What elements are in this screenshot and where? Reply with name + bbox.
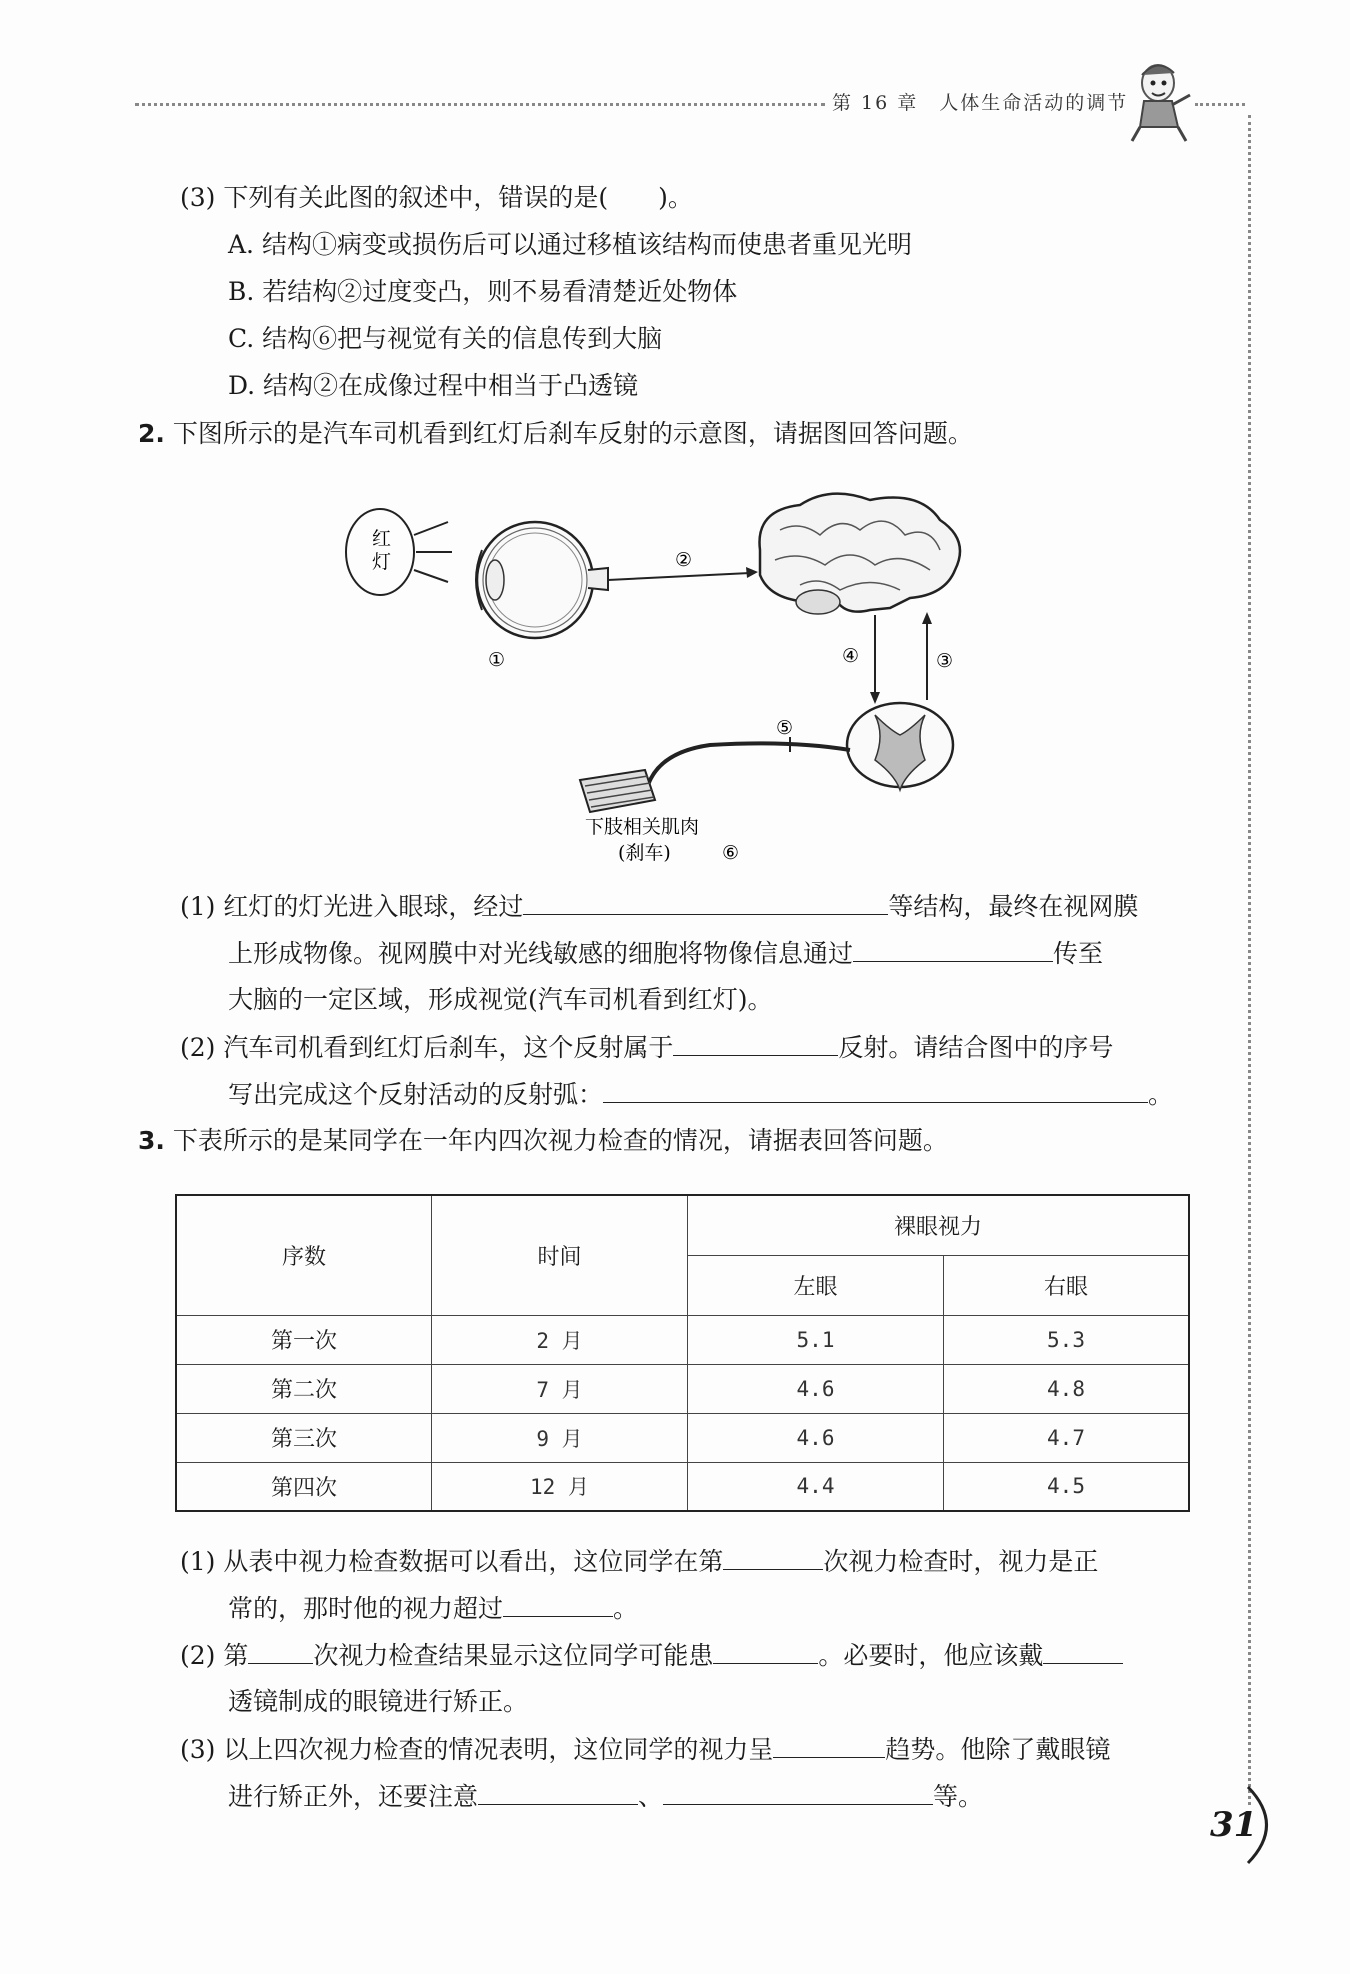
cell-left: 4.6	[688, 1413, 944, 1462]
table-row	[176, 1315, 1189, 1364]
col-header-right: 右眼	[944, 1255, 1190, 1315]
cell-seq: 第二次	[176, 1364, 432, 1413]
cell-left: 4.4	[688, 1462, 944, 1511]
q2-p2-text-c: 写出完成这个反射活动的反射弧：	[228, 1080, 604, 1109]
q3-p2-blank-3[interactable]	[1043, 1639, 1123, 1664]
mascot-icon	[1120, 55, 1200, 145]
red-light	[346, 509, 452, 595]
page-number: 31	[1210, 1805, 1258, 1845]
q2-p2-blank-2[interactable]	[603, 1078, 1148, 1103]
q2-part1-line3: 大脑的一定区域，形成视觉(汽车司机看到红灯)。	[228, 985, 773, 1014]
q3-p2-blank-2[interactable]	[713, 1639, 818, 1664]
q2-heading	[138, 418, 973, 450]
cell-time: 2 月	[432, 1315, 688, 1364]
q3-p3-blank-2[interactable]	[478, 1780, 638, 1805]
q3-p1-text-a: (1) 从表中视力检查数据可以看出，这位同学在第	[180, 1547, 724, 1576]
side-dotted-rule	[1248, 115, 1251, 1805]
q3-part1-line2	[228, 1592, 638, 1625]
table-row	[176, 1413, 1189, 1462]
cell-time: 12 月	[432, 1462, 688, 1511]
q3-p1-text-b: 次视力检查时，视力是正	[823, 1547, 1099, 1576]
cell-seq: 第四次	[176, 1462, 432, 1511]
table-row	[176, 1462, 1189, 1511]
q3-p2-blank-1[interactable]	[248, 1639, 313, 1664]
q3-part2-line2: 透镜制成的眼镜进行矫正。	[228, 1687, 529, 1716]
col-header-time: 时间	[432, 1195, 688, 1315]
q1-part3-stem: (3) 下列有关此图的叙述中，错误的是( )。	[180, 183, 693, 212]
q3-part3-line1	[180, 1733, 1110, 1766]
q2-p2-blank-1[interactable]	[673, 1031, 838, 1056]
light-label-2: 灯	[372, 551, 392, 573]
q3-p2-text-b: 次视力检查结果显示这位同学可能患	[313, 1641, 714, 1670]
cell-left: 5.1	[688, 1315, 944, 1364]
cell-right: 4.8	[944, 1364, 1190, 1413]
q3-p2-text-c: 。必要时，他应该戴	[818, 1641, 1044, 1670]
q3-heading	[138, 1125, 948, 1157]
reflex-diagram	[330, 490, 1030, 870]
q2-part1-line1	[180, 890, 1138, 923]
q1-option-a: A. 结构①病变或损伤后可以通过移植该结构而使患者重见光明	[228, 230, 912, 259]
q2-part1-line2	[228, 937, 1103, 970]
vision-table	[175, 1194, 1190, 1512]
col-header-seq: 序数	[176, 1195, 432, 1315]
q2-part2-line2	[228, 1078, 1173, 1111]
q3-p1-text-c: 常的，那时他的视力超过	[228, 1594, 504, 1623]
label-n4: ④	[842, 645, 860, 667]
label-n6: ⑥	[722, 842, 740, 864]
muscle-sub-label: (刹车)	[618, 842, 671, 864]
q2-p1-text-c: 上形成物像。视网膜中对光线敏感的细胞将物像信息通过	[228, 939, 854, 968]
q3-p1-blank-1[interactable]	[723, 1545, 823, 1570]
cell-seq: 第三次	[176, 1413, 432, 1462]
col-header-left: 左眼	[688, 1255, 944, 1315]
q3-p3-text-b: 趋势。他除了戴眼镜	[885, 1735, 1111, 1764]
q3-p3-text-e: 等。	[933, 1782, 984, 1811]
q3-p3-blank-3[interactable]	[663, 1780, 933, 1805]
q3-p3-text-c: 进行矫正外，还要注意	[228, 1782, 479, 1811]
spinal-cord	[847, 703, 953, 790]
header-dotted-rule-right	[1195, 103, 1245, 106]
cell-right: 4.7	[944, 1413, 1190, 1462]
muscle	[580, 770, 655, 812]
muscle-label: 下肢相关肌肉	[585, 816, 700, 838]
q2-p1-blank-2[interactable]	[853, 937, 1053, 962]
table-row	[176, 1364, 1189, 1413]
q1-option-c: C. 结构⑥把与视觉有关的信息传到大脑	[228, 324, 663, 353]
q3-p3-text-d: 、	[638, 1782, 664, 1811]
q2-stem: 下图所示的是汽车司机看到红灯后刹车反射的示意图，请据图回答问题。	[172, 419, 973, 448]
q1-option-d: D. 结构②在成像过程中相当于凸透镜	[228, 371, 639, 400]
q3-p3-text-a: (3) 以上四次视力检查的情况表明，这位同学的视力呈	[180, 1735, 774, 1764]
cell-left: 4.6	[688, 1364, 944, 1413]
q2-p1-text-d: 传至	[1053, 939, 1104, 968]
q2-number: 2.	[138, 419, 165, 448]
q3-part3-line2	[228, 1780, 983, 1813]
label-n1: ①	[488, 649, 506, 671]
q3-p2-text-a: (2) 第	[180, 1641, 249, 1670]
q3-stem: 下表所示的是某同学在一年内四次视力检查的情况，请据表回答问题。	[172, 1126, 948, 1155]
label-n3: ③	[936, 650, 954, 672]
q3-p3-blank-1[interactable]	[773, 1733, 885, 1758]
cell-time: 9 月	[432, 1413, 688, 1462]
light-label-1: 红	[372, 528, 392, 550]
q3-part1-line1	[180, 1545, 1098, 1578]
brain	[760, 494, 961, 614]
q3-p1-blank-2[interactable]	[503, 1592, 613, 1617]
label-n5: ⑤	[776, 717, 794, 739]
q2-p1-blank-1[interactable]	[523, 890, 888, 915]
cell-right: 5.3	[944, 1315, 1190, 1364]
header-dotted-rule	[135, 103, 825, 106]
q2-p2-text-d: 。	[1148, 1080, 1174, 1109]
q2-part2-line1	[180, 1031, 1113, 1064]
q3-p1-text-d: 。	[613, 1594, 639, 1623]
q2-p1-text-b: 等结构，最终在视网膜	[888, 892, 1139, 921]
chapter-title: 第 16 章 人体生命活动的调节	[832, 92, 1129, 114]
cell-seq: 第一次	[176, 1315, 432, 1364]
q2-p1-text-a: (1) 红灯的灯光进入眼球，经过	[180, 892, 524, 921]
q2-p2-text-b: 反射。请结合图中的序号	[838, 1033, 1114, 1062]
cell-time: 7 月	[432, 1364, 688, 1413]
label-n2: ②	[675, 549, 693, 571]
q1-option-b: B. 若结构②过度变凸，则不易看清楚近处物体	[228, 277, 738, 306]
col-header-group: 裸眼视力	[688, 1195, 1190, 1255]
q3-part2-line1	[180, 1639, 1123, 1672]
q3-number: 3.	[138, 1126, 165, 1155]
cell-right: 4.5	[944, 1462, 1190, 1511]
q2-p2-text-a: (2) 汽车司机看到红灯后刹车，这个反射属于	[180, 1033, 674, 1062]
eyeball	[476, 522, 608, 638]
